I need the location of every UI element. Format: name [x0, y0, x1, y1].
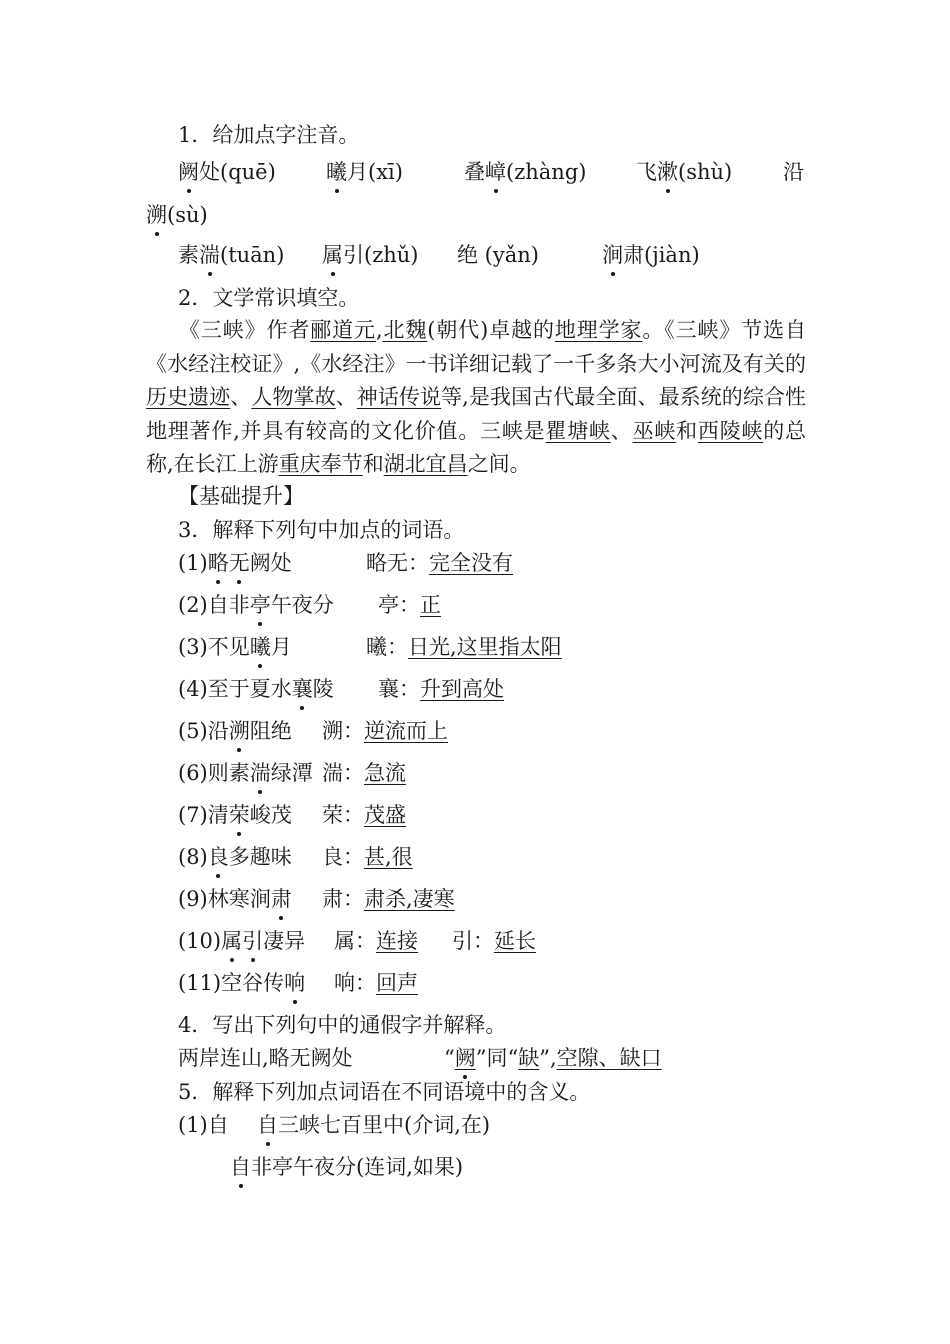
q3-answer [322, 716, 448, 746]
q2-title: 2．文学常识填空。 [178, 286, 360, 310]
q1-row2-item3: 绝 (yǎn) [457, 243, 539, 267]
item-number: (8) [178, 845, 208, 869]
item-number: (6) [178, 761, 208, 785]
section-heading: 【基础提升】 [178, 484, 304, 508]
q1-row2-item2: 属引(zhǔ) [322, 240, 419, 270]
dotted-char: 荣 [229, 800, 250, 830]
q5-title: 5．解释下列加点词语在不同语境中的含义。 [178, 1080, 591, 1104]
dotted-char: 属 [322, 240, 343, 270]
item-number: (10) [178, 929, 222, 953]
item-number: (11) [178, 971, 222, 995]
answer-blank: 逆流而上 [364, 719, 448, 743]
q3-answer [366, 632, 562, 662]
answer-blank: 地理学家 [554, 318, 643, 342]
q3-item: (1)略无阙处 [178, 548, 292, 578]
dotted-char: 引 [242, 926, 263, 956]
answer-key: 荣： [322, 803, 364, 827]
q1-row1-item1: 阙处(quē) [178, 157, 276, 187]
item-number: (1) [178, 551, 208, 575]
dotted-char: 曦 [326, 157, 347, 187]
answer-blank: 人物掌故 [251, 385, 336, 409]
q1-row2-item1: 素湍(tuān) [178, 240, 284, 270]
item-number: (7) [178, 803, 208, 827]
q1-row1-item2: 曦月(xī) [326, 157, 403, 187]
q4-answer: “阙”同“缺”,空隙、缺口 [444, 1043, 662, 1073]
answer-key: 襄： [378, 677, 420, 701]
q3-item: (11)空谷传响 [178, 968, 305, 998]
q5-line2: 自非亭午夜分(连词,如果) [230, 1152, 463, 1182]
q3-item: (3)不见曦月 [178, 632, 292, 662]
answer-key: 湍： [322, 761, 364, 785]
q3-answer [366, 548, 513, 578]
answer-key: 亭： [378, 593, 420, 617]
answer-blank: 历史遗迹 [146, 385, 231, 409]
answer-key: 略无： [366, 551, 429, 575]
answer-blank: 西陵峡 [697, 418, 764, 443]
q5-line1: 自三峡七百里中(介词,在) [257, 1110, 490, 1140]
dotted-char: 良 [208, 842, 229, 872]
q3-answer [322, 800, 406, 830]
dotted-char: 略 [208, 548, 229, 578]
dotted-char: 自 [230, 1152, 251, 1182]
q3-item: (2)自非亭午夜分 [178, 590, 334, 620]
q3-answer [378, 674, 504, 704]
answer-blank: 郦道元 [310, 318, 376, 342]
q3-item: (7)清荣峻茂 [178, 800, 292, 830]
answer-blank: 回声 [376, 971, 418, 995]
answer-blank: 连接 [376, 929, 418, 953]
answer-blank: 瞿塘峡 [545, 418, 611, 443]
dotted-char: 溯 [146, 200, 167, 230]
dotted-char: 涧 [602, 240, 623, 270]
dotted-char: 襄 [292, 674, 313, 704]
item-number: (5) [178, 719, 208, 743]
q3-answer [322, 758, 406, 788]
answer-blank: 甚,很 [364, 845, 413, 869]
answer-key: 属： [334, 929, 376, 953]
q3-answer [322, 842, 413, 872]
answer-blank: 北魏 [382, 318, 428, 342]
dotted-char: 湍 [199, 240, 220, 270]
dotted-char: 亭 [250, 590, 271, 620]
q1-row1-cont: 溯(sù) [146, 200, 208, 230]
answer-blank: 急流 [364, 761, 406, 785]
dotted-char: 肃 [271, 884, 292, 914]
q3-item: (10)属引凄异 [178, 926, 305, 956]
q1-row2-item4: 涧肃(jiàn) [602, 240, 700, 270]
q3-title: 3．解释下列句中加点的词语。 [178, 518, 465, 542]
q3-answer [322, 884, 455, 914]
answer-blank: 升到高处 [420, 677, 504, 701]
q1-row1-item4: 飞漱(shù) [636, 157, 732, 187]
dotted-char: 阙 [455, 1043, 476, 1073]
dotted-char: 漱 [657, 157, 678, 187]
dotted-char: 无 [229, 548, 250, 578]
answer-blank: 完全没有 [429, 551, 513, 575]
dotted-char: 阙 [178, 157, 199, 187]
q3-answer [334, 926, 536, 956]
q1-row1-item3: 叠嶂(zhàng) [464, 157, 586, 187]
q3-answer [378, 590, 441, 620]
q4-title: 4．写出下列句中的通假字并解释。 [178, 1013, 507, 1037]
dotted-char: 自 [257, 1110, 278, 1140]
dotted-char: 嶂 [485, 157, 506, 187]
answer-key: 响： [334, 971, 376, 995]
q3-item: (5)沿溯阻绝 [178, 716, 292, 746]
answer-blank: 延长 [494, 929, 536, 953]
dotted-char: 属 [221, 926, 242, 956]
dotted-char: 溯 [229, 716, 250, 746]
dotted-char: 响 [284, 968, 305, 998]
item-number: (4) [178, 677, 208, 701]
item-number: (3) [178, 635, 208, 659]
answer-key: 引： [452, 929, 494, 953]
q1-title: 1．给加点字注音。 [178, 123, 360, 147]
dotted-char: 湍 [250, 758, 271, 788]
answer-blank: 日光,这里指太阳 [408, 635, 562, 659]
q1-row1-item5: 沿 [783, 160, 804, 184]
answer-key: 肃： [322, 887, 364, 911]
item-number: (2) [178, 593, 208, 617]
q3-item: (9)林寒涧肃 [178, 884, 292, 914]
q4-sentence: 两岸连山,略无阙处 [178, 1046, 353, 1070]
q3-answer [334, 968, 418, 998]
answer-key: 良： [322, 845, 364, 869]
q3-item: (8)良多趣味 [178, 842, 292, 872]
answer-blank: 神话传说 [356, 385, 442, 409]
q5-item-label: (1)自 [178, 1113, 229, 1137]
answer-key: 溯： [322, 719, 364, 743]
q3-item: (4)至于夏水襄陵 [178, 674, 334, 704]
dotted-char: 曦 [250, 632, 271, 662]
answer-blank: 重庆奉节 [278, 452, 363, 476]
answer-blank: 缺 [518, 1046, 540, 1070]
answer-blank: 空隙、缺口 [556, 1046, 662, 1070]
answer-blank: 茂盛 [364, 803, 406, 827]
q2-paragraph: 《三峡》作者郦道元,北魏(朝代)卓越的地理学家。《三峡》节选自《水经注校证》,《水经注》一书详细记载了一千多条大小河流及有关的历史遗迹、人物掌故、神话传说等,是我国古代最全面、最系统的综合性地理著作,并具有较高的文化价值。三峡是瞿塘峡、巫峡和西陵峡的总称,在长江上游重庆奉节和湖北宜昌之间。 [146, 318, 807, 476]
q3-item: (6)则素湍绿潭 [178, 758, 313, 788]
answer-key: 曦： [366, 635, 408, 659]
answer-blank: 巫峡 [632, 418, 677, 443]
answer-blank: 正 [420, 593, 441, 617]
item-number: (9) [178, 887, 208, 911]
answer-blank: 湖北宜昌 [383, 452, 468, 476]
answer-blank: 肃杀,凄寒 [364, 887, 455, 911]
